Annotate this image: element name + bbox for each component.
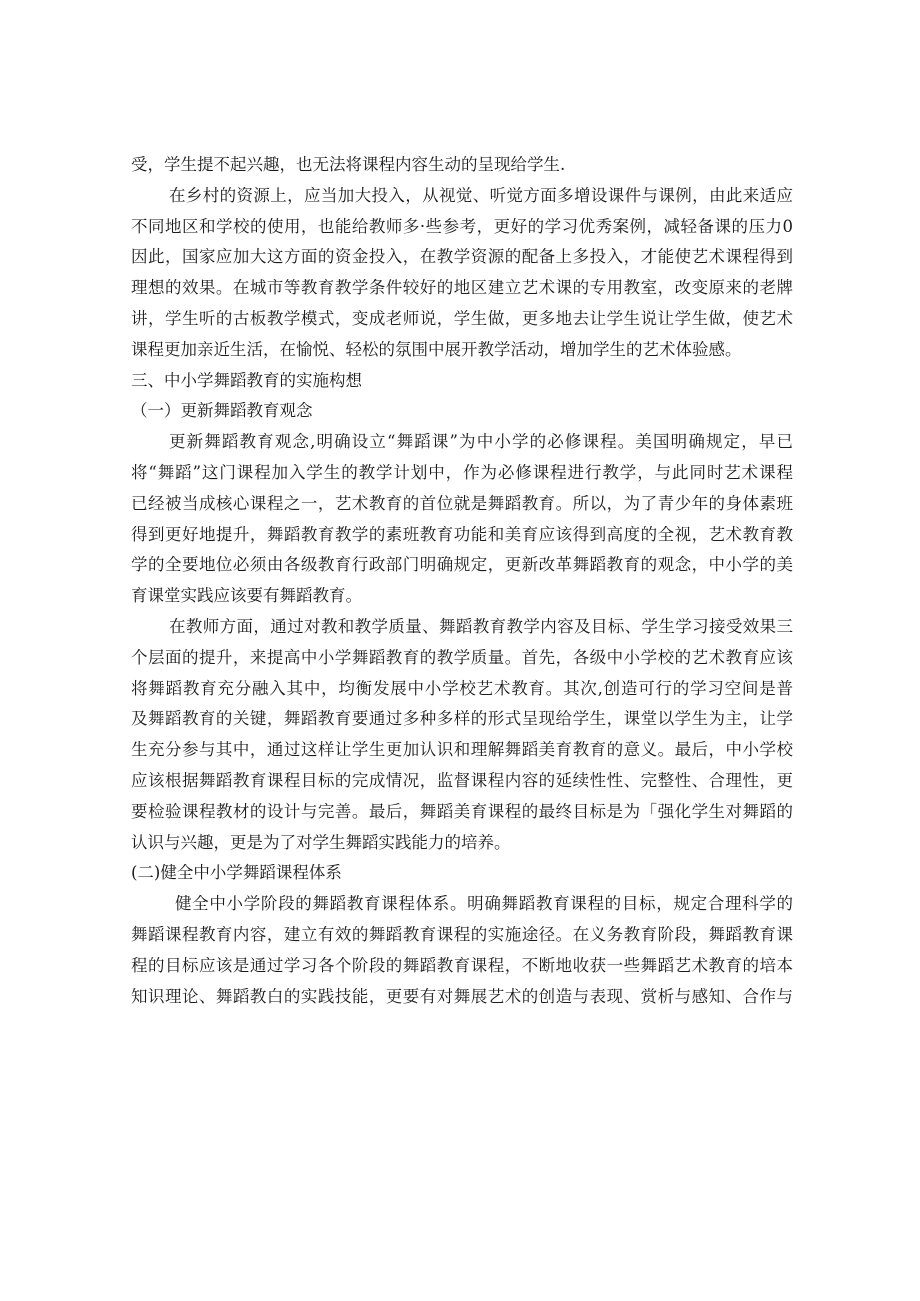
paragraph-line: 育课堂实践应该要有舞蹈教育。 — [131, 586, 362, 606]
paragraph-line: 认识与兴趣，更是为了对学生舞蹈实践能力的培养。 — [131, 832, 511, 852]
paragraph-line: 程的目标应该是通过学习各个阶段的舞蹈教育课程，不断地收获一些舞蹈艺术教育的培本 — [131, 955, 793, 975]
paragraph-line: 在乡村的资源上，应当加大投入，从视觉、听觉方面多增设课件与课例，由此来适应 — [169, 185, 793, 205]
paragraph-line: 将“舞蹈”这门课程加入学生的教学计划中，作为必修课程进行教学，与此同时艺术课程 — [131, 462, 793, 482]
subsection-heading: （一）更新舞蹈教育观念 — [131, 401, 313, 421]
paragraph — [131, 181, 793, 366]
section-heading: 三、中小学舞蹈教育的实施构想 — [131, 370, 362, 390]
paragraph-line: 学的全要地位必须由各级教育行政部门明确规定，更新改革舞蹈教育的观念，中小学的美 — [131, 555, 793, 575]
paragraph-line: 受，学生提不起兴趣，也无法将课程内容生动的呈现给学生. — [131, 155, 566, 174]
paragraph-line: 健全中小学阶段的舞蹈教育课程体系。明确舞蹈教育课程的目标，规定合理科学的 — [175, 894, 793, 914]
paragraph-line: 生充分参与其中，通过这样让学生更加认识和理解舞蹈美育教育的意义。最后，中小学校 — [131, 740, 793, 760]
paragraph-line: 得到更好地提升，舞蹈教育教学的素班教育功能和美育应该得到高度的全视，艺术教育教 — [131, 524, 793, 544]
paragraph-line: 知识理论、舞蹈教白的实践技能，更要有对舞展艺术的创造与表现、赏析与感知、合作与 — [131, 986, 793, 1006]
paragraph-line: 理想的效果。在城市等教育教学条件较好的地区建立艺术课的专用教室，改变原来的老牌 — [131, 278, 793, 298]
paragraph-line: 已经被当成核心课程之一，艺术教育的首位就是舞蹈教育。所以，为了青少年的身体素班 — [131, 493, 793, 513]
paragraph-line: 舞蹈课程教育内容，建立有效的舞蹈教育课程的实施途径。在义务教育阶段，舞蹈教育课 — [131, 924, 793, 944]
subsection-heading: (二)健全中小学舞蹈课程体系 — [131, 863, 342, 883]
paragraph-line: 因此，国家应加大这方面的资金投入，在教学资源的配备上多投入，才能使艺术课程得到 — [131, 247, 793, 267]
paragraph-line: 个层面的提升，来提高中小学舞蹈教育的教学质量。首先，各级中小学校的艺术教育应该 — [131, 647, 793, 667]
paragraph-line: 在教师方面，通过对教和教学质量、舞蹈教育教学内容及目标、学生学习接受效果三 — [169, 616, 793, 636]
paragraph-line: 及舞蹈教育的关键，舞蹈教育要通过多种多样的形式呈现给学生，课堂以学生为主，让学 — [131, 709, 793, 729]
paragraph-line: 不同地区和学校的使用，也能给教师多·些参考，更好的学习优秀案例，减轻备课的压力0 — [131, 216, 793, 236]
body-text — [131, 150, 793, 1012]
paragraph-line: 将舞蹈教育充分融入其中，均衡发展中小学校艺术教育。其次,创造可行的学习空间是普 — [131, 678, 793, 698]
paragraph — [131, 427, 793, 612]
paragraph — [131, 612, 793, 858]
paragraph-line: 讲，学生听的古板教学模式，变成老师说，学生做，更多地去让学生说让学生做，使艺术 — [131, 308, 793, 328]
paragraph-line: 更新舞蹈教育观念,明确设立“舞蹈课”为中小学的必修课程。美国明确规定，早已 — [169, 432, 793, 452]
paragraph-line: 应该根据舞蹈教育课程目标的完成情况，监督课程内容的延续性性、完整性、合理性，更 — [131, 770, 793, 790]
paragraph-line: 课程更加亲近生活，在愉悦、轻松的氛围中展开教学活动，增加学生的艺术体验感。 — [131, 339, 742, 359]
paragraph — [131, 889, 793, 1012]
paragraph-line: 要检验课程教材的设计与完善。最后，舞蹈美育课程的最终目标是为「强化学生对舞蹈的 — [131, 801, 793, 821]
